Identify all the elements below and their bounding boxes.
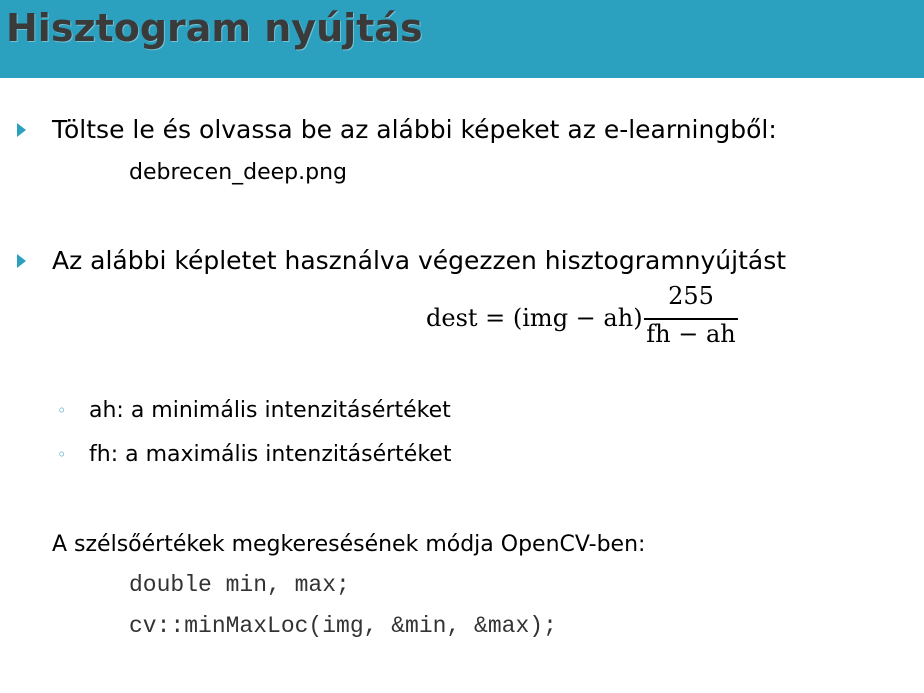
formula-denominator: fh − ah [646,320,736,348]
sub-bullet-marker-icon: ◦ [57,445,67,464]
formula-lhs: dest = (img − ah) [426,304,643,332]
code-line-1: double min, max; [129,572,350,598]
formula-fraction [644,282,738,356]
bullet-text-1: Töltse le és olvassa be az alábbi képeket az e-learningből: [52,115,777,144]
title-bar [0,0,924,78]
sub-bullet-2: fh: a maximális intenzitásértéket [89,442,452,467]
bullet-arrow-icon [17,123,26,137]
bullet-text-2: Az alábbi képletet használva végezzen hisztogramnyújtást [52,246,787,275]
opencv-note: A szélsőértékek megkeresésének módja OpenCV-ben: [52,532,646,557]
code-line-2: cv::minMaxLoc(img, &min, &max); [129,613,557,639]
formula [426,282,746,356]
slide-title: Hisztogram nyújtás [6,6,423,50]
formula-numerator: 255 [668,282,714,310]
sub-bullet-marker-icon: ◦ [57,401,67,420]
sub-bullet-1: ah: a minimális intenzitásértéket [89,398,451,423]
filename-text: debrecen_deep.png [129,160,348,185]
bullet-arrow-icon [17,254,26,268]
